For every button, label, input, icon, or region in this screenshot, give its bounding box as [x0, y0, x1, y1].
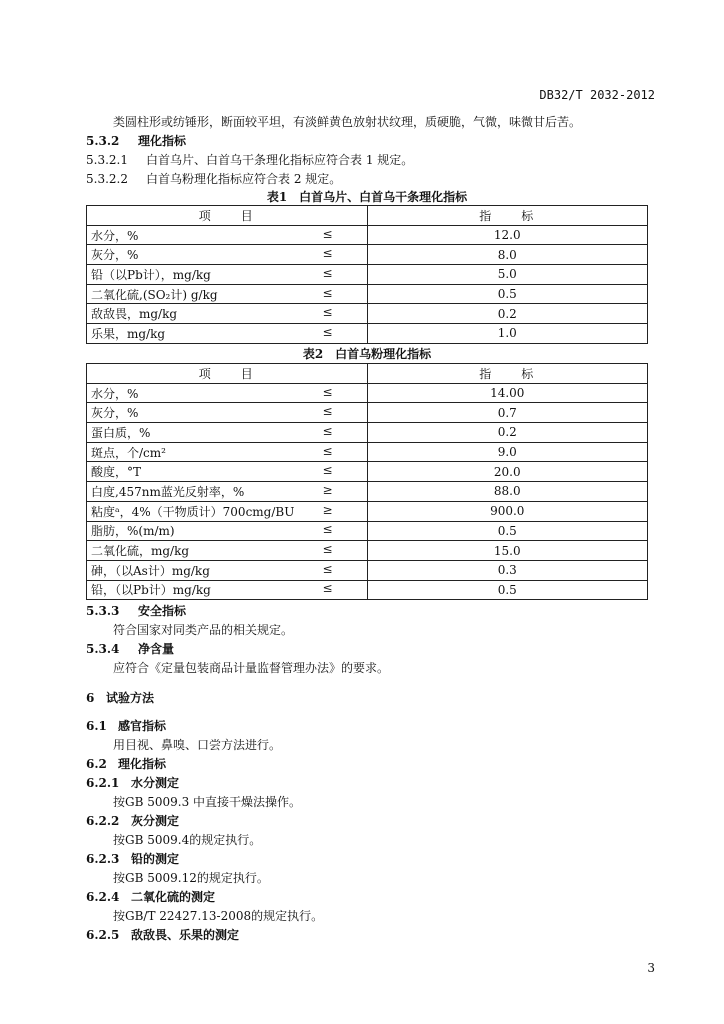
table-row: [87, 265, 648, 285]
table1-caption: 表1 白首乌片、白首乌干条理化指标: [266, 190, 468, 204]
section-number: 6: [86, 691, 95, 705]
section-number: 6.2.3: [86, 852, 120, 866]
table-row: [87, 324, 648, 344]
paragraph-6-2-3: 按GB 5009.12的规定执行。: [113, 871, 269, 885]
item-name: 铅，（以Pb计）mg/kg: [91, 583, 211, 598]
heading-6-2-1: [86, 774, 179, 791]
column-header-value: 指 标: [367, 364, 648, 384]
table-row: [87, 442, 648, 462]
table-header-row: [87, 364, 648, 384]
heading-6-2-5: [86, 926, 239, 943]
heading-6: [86, 689, 154, 706]
section-number: 5.3.2: [86, 134, 120, 148]
table-row: [87, 423, 648, 443]
item-name: 蛋白质，%: [91, 425, 151, 440]
comparison-symbol: ≤: [322, 265, 333, 280]
comparison-symbol: ≤: [322, 324, 333, 339]
heading-6-2-3: [86, 850, 179, 867]
item-value: 0.7: [367, 403, 648, 423]
item-name: 砷，（以As计）mg/kg: [91, 563, 210, 578]
comparison-symbol: ≤: [322, 542, 333, 557]
item-name: 敌敌畏，mg/kg: [91, 307, 178, 322]
section-title: 理化指标: [118, 757, 167, 771]
heading-5-3-4: [86, 640, 174, 657]
clause-text: 白首乌片、白首乌干条理化指标应符合表 1 规定。: [146, 153, 414, 167]
paragraph-5-3-3: 符合国家对同类产品的相关规定。: [113, 623, 294, 637]
heading-5-3-3: [86, 602, 186, 619]
table-row: [87, 462, 648, 482]
heading-6-2: [86, 755, 166, 772]
table-row: [87, 521, 648, 541]
comparison-symbol: ≤: [322, 463, 333, 478]
heading-6-2-2: [86, 812, 179, 829]
table-row: [87, 580, 648, 600]
section-title: 安全指标: [138, 604, 187, 618]
table-row: [87, 225, 648, 245]
item-value: 5.0: [367, 265, 648, 285]
clause-5-3-2-1: [86, 151, 413, 168]
comparison-symbol: ≤: [322, 404, 333, 419]
table-row: [87, 501, 648, 521]
table-row: [87, 541, 648, 561]
column-header-item: 项 目: [87, 206, 368, 226]
table-row: [87, 245, 648, 265]
table-row: [87, 403, 648, 423]
table-row: [87, 482, 648, 502]
item-name: 铅（以Pb计），mg/kg: [91, 267, 211, 282]
paragraph-5-3-4: 应符合《定量包装商品计量监督管理办法》的要求。: [113, 661, 390, 675]
item-name: 水分，%: [91, 228, 139, 243]
comparison-symbol: ≤: [322, 423, 333, 438]
section-title: 试验方法: [106, 691, 155, 705]
paragraph-6-2-1: 按GB 5009.3 中直接干燥法操作。: [113, 795, 302, 809]
item-name: 白度,457nm蓝光反射率，%: [91, 484, 245, 499]
section-title: 理化指标: [138, 134, 187, 148]
table-row: [87, 284, 648, 304]
section-number: 6.2.1: [86, 776, 120, 790]
clause-text: 白首乌粉理化指标应符合表 2 规定。: [146, 172, 342, 186]
section-number: 6.2.5: [86, 928, 120, 942]
paragraph-6-2-2: 按GB 5009.4的规定执行。: [113, 833, 262, 847]
item-value: 88.0: [367, 482, 648, 502]
section-number: 6.1: [86, 719, 107, 733]
section-number: 6.2.4: [86, 890, 120, 904]
table2: [86, 363, 648, 600]
item-value: 0.2: [367, 304, 648, 324]
item-value: 15.0: [367, 541, 648, 561]
table2-caption: 表2 白首乌粉理化指标: [302, 347, 432, 361]
comparison-symbol: ≤: [322, 581, 333, 596]
comparison-symbol: ≤: [322, 285, 333, 300]
column-header-value: 指 标: [367, 206, 648, 226]
item-name: 水分，%: [91, 386, 139, 401]
item-name: 酸度，°T: [91, 465, 142, 480]
section-title: 水分测定: [131, 776, 180, 790]
item-value: 0.5: [367, 521, 648, 541]
heading-5-3-2: [86, 132, 186, 149]
column-header-item: 项 目: [87, 364, 368, 384]
item-name: 二氧化硫，mg/kg: [91, 544, 190, 559]
item-name: 斑点，个/cm²: [91, 445, 166, 460]
item-value: 0.3: [367, 560, 648, 580]
clause-5-3-2-2: [86, 170, 341, 187]
item-value: 0.5: [367, 580, 648, 600]
comparison-symbol: ≤: [322, 305, 333, 320]
heading-6-2-4: [86, 888, 215, 905]
comparison-symbol: ≤: [322, 522, 333, 537]
item-name: 粘度ᵃ，4%（干物质计）700cmg/BU: [91, 504, 295, 519]
clause-number: 5.3.2.2: [86, 172, 128, 186]
item-value: 14.00: [367, 383, 648, 403]
section-title: 铅的测定: [131, 852, 180, 866]
comparison-symbol: ≤: [322, 226, 333, 241]
section-title: 净含量: [138, 642, 175, 656]
paragraph-6-1: 用目视、鼻嗅、口尝方法进行。: [113, 738, 282, 752]
section-number: 5.3.3: [86, 604, 120, 618]
item-name: 灰分，%: [91, 248, 139, 263]
comparison-symbol: ≤: [322, 443, 333, 458]
comparison-symbol: ≤: [322, 384, 333, 399]
paragraph-6-2-4: 按GB/T 22427.13-2008的规定执行。: [113, 909, 324, 923]
item-value: 12.0: [367, 225, 648, 245]
item-value: 8.0: [367, 245, 648, 265]
section-title: 感官指标: [118, 719, 167, 733]
comparison-symbol: ≤: [322, 246, 333, 261]
table-row: [87, 383, 648, 403]
table1: [86, 205, 648, 344]
standard-number: DB32/T 2032-2012: [539, 88, 655, 102]
section-title: 二氧化硫的测定: [131, 890, 216, 904]
clause-number: 5.3.2.1: [86, 153, 128, 167]
section-title: 敌敌畏、乐果的测定: [131, 928, 240, 942]
item-name: 灰分，%: [91, 406, 139, 421]
item-name: 脂肪，%(m/m): [91, 524, 175, 539]
item-value: 9.0: [367, 442, 648, 462]
table-header-row: [87, 206, 648, 226]
comparison-symbol: ≥: [322, 502, 333, 517]
item-value: 1.0: [367, 324, 648, 344]
table-row: [87, 560, 648, 580]
table-row: [87, 304, 648, 324]
paragraph-description: 类圆柱形或纺锤形，断面较平坦，有淡鲜黄色放射状纹理，质硬脆，气微，味微甘后苦。: [113, 115, 582, 129]
section-number: 6.2: [86, 757, 107, 771]
comparison-symbol: ≥: [322, 482, 333, 497]
item-name: 二氧化硫,(SO₂计) g/kg: [91, 287, 218, 302]
comparison-symbol: ≤: [322, 561, 333, 576]
item-name: 乐果，mg/kg: [91, 326, 166, 341]
page-number: 3: [647, 961, 655, 975]
section-number: 6.2.2: [86, 814, 120, 828]
item-value: 0.5: [367, 284, 648, 304]
item-value: 0.2: [367, 423, 648, 443]
section-number: 5.3.4: [86, 642, 120, 656]
section-title: 灰分测定: [131, 814, 180, 828]
item-value: 20.0: [367, 462, 648, 482]
heading-6-1: [86, 717, 166, 734]
item-value: 900.0: [367, 501, 648, 521]
